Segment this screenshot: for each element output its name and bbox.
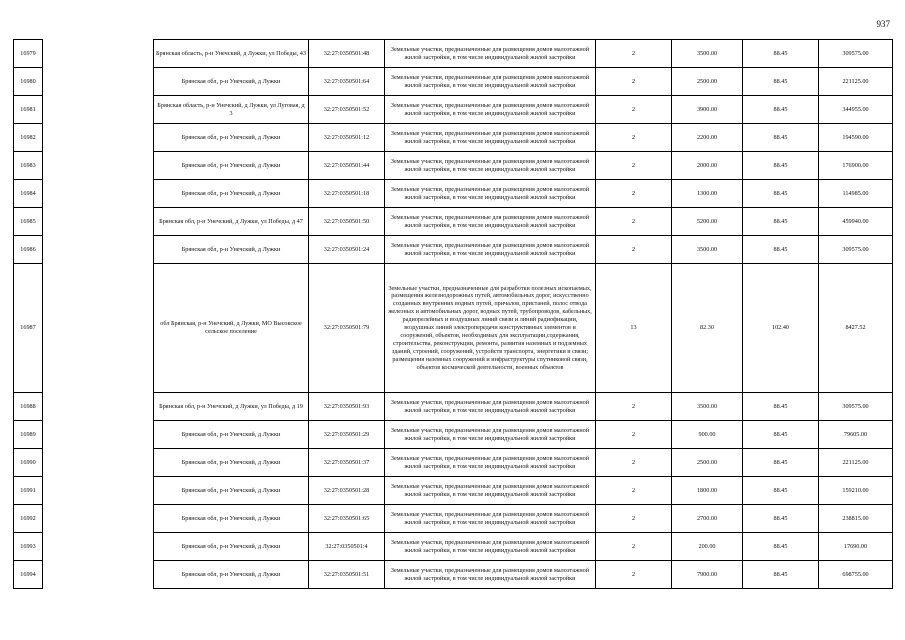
cell-gap xyxy=(43,561,154,589)
cell-cadastral-value: 344955.00 xyxy=(819,96,893,124)
cell-address: Брянская обл, р-н Унечский, д Лужки xyxy=(154,561,309,589)
cell-area: 1300.00 xyxy=(672,180,743,208)
table-row xyxy=(14,236,893,264)
cell-id: 16981 xyxy=(14,96,43,124)
cell-id: 16990 xyxy=(14,449,43,477)
cell-cadastral-number: 32:27:0350501:24 xyxy=(309,236,385,264)
cell-cadastral-number: 32:27:0350501:52 xyxy=(309,96,385,124)
cell-gap xyxy=(43,152,154,180)
cell-gap xyxy=(43,449,154,477)
cell-group: 2 xyxy=(596,68,672,96)
cell-cadastral-value: 459940.00 xyxy=(819,208,893,236)
cell-land-use: Земельные участки, предназначенные для размещения домов малоэтажной жилой застройки, в том числе индивидуальной жилой застройки xyxy=(385,208,596,236)
cell-area: 2700.00 xyxy=(672,505,743,533)
cell-specific-value: 88.45 xyxy=(743,208,819,236)
cell-address: Брянская обл, р-н Унечский, д Лужки xyxy=(154,505,309,533)
page-number: 937 xyxy=(876,19,890,29)
cell-address: Брянская обл, р-н Унечский, д Лужки xyxy=(154,533,309,561)
cell-cadastral-number: 32:27:0350501:29 xyxy=(309,421,385,449)
cell-group: 2 xyxy=(596,96,672,124)
table-row xyxy=(14,561,893,589)
cell-group: 2 xyxy=(596,393,672,421)
table-row xyxy=(14,96,893,124)
table-row xyxy=(14,505,893,533)
table-row xyxy=(14,449,893,477)
cell-group: 2 xyxy=(596,477,672,505)
cell-cadastral-value: 8427.52 xyxy=(819,264,893,393)
cell-specific-value: 102.40 xyxy=(743,264,819,393)
cell-group: 2 xyxy=(596,208,672,236)
cell-cadastral-number: 32:27:0350501:12 xyxy=(309,124,385,152)
cell-land-use: Земельные участки, предназначенные для разработки полезных ископаемых, размещения железнодорожных путей, автомобильных дорог, искусственно созданных внутренних водных путей, причалов, пристаней, полос отвода железных и автомобильных дорог, водных путей, трубопроводов, кабельных, радиорелейных и воздушных линий связи и линий радиофикации, воздушных линий электропередачи конструктивных элементов и сооружений, объектов, необходимых для эксплуатации,содержания, строительства, реконструкции, ремонта, развития наземных и подземных зданий, строений, сооружений, устройств транспорта, энергетики и связи; размещения наземных сооружений и инфраструктуры спутниковой связи, объектов космической деятельности, военных объектов xyxy=(385,264,596,393)
cell-gap xyxy=(43,68,154,96)
table-row xyxy=(14,393,893,421)
cell-gap xyxy=(43,421,154,449)
cell-land-use: Земельные участки, предназначенные для размещения домов малоэтажной жилой застройки, в том числе индивидуальной жилой застройки xyxy=(385,421,596,449)
cell-land-use: Земельные участки, предназначенные для размещения домов малоэтажной жилой застройки, в том числе индивидуальной жилой застройки xyxy=(385,393,596,421)
cell-cadastral-value: 698755.00 xyxy=(819,561,893,589)
cell-land-use: Земельные участки, предназначенные для размещения домов малоэтажной жилой застройки, в том числе индивидуальной жилой застройки xyxy=(385,561,596,589)
cell-group: 2 xyxy=(596,421,672,449)
cell-address: Брянская обл, р-н Унечский, д Лужки xyxy=(154,421,309,449)
cell-cadastral-value: 114985.00 xyxy=(819,180,893,208)
cell-gap xyxy=(43,124,154,152)
cell-specific-value: 88.45 xyxy=(743,152,819,180)
cell-cadastral-value: 309575.00 xyxy=(819,236,893,264)
cell-area: 2200.00 xyxy=(672,124,743,152)
cell-cadastral-number: 32:27:0350501:51 xyxy=(309,561,385,589)
cell-id: 16992 xyxy=(14,505,43,533)
cell-area: 2000.00 xyxy=(672,152,743,180)
cell-specific-value: 88.45 xyxy=(743,505,819,533)
cell-cadastral-value: 309575.00 xyxy=(819,393,893,421)
cell-area: 82.30 xyxy=(672,264,743,393)
cell-id: 16982 xyxy=(14,124,43,152)
cell-cadastral-value: 159210.00 xyxy=(819,477,893,505)
cell-area: 2500.00 xyxy=(672,68,743,96)
cell-id: 16986 xyxy=(14,236,43,264)
cell-group: 2 xyxy=(596,449,672,477)
cell-id: 16988 xyxy=(14,393,43,421)
cell-group: 13 xyxy=(596,264,672,393)
cell-id: 16984 xyxy=(14,180,43,208)
cell-gap xyxy=(43,477,154,505)
cell-specific-value: 88.45 xyxy=(743,393,819,421)
cell-land-use: Земельные участки, предназначенные для размещения домов малоэтажной жилой застройки, в том числе индивидуальной жилой застройки xyxy=(385,152,596,180)
cell-cadastral-value: 194590.00 xyxy=(819,124,893,152)
cell-cadastral-value: 17690.00 xyxy=(819,533,893,561)
cell-cadastral-number: 32:27:0350501:18 xyxy=(309,180,385,208)
cell-address: Брянская обл, р-н Унечский, д Лужки xyxy=(154,180,309,208)
cell-area: 3500.00 xyxy=(672,236,743,264)
cell-cadastral-value: 238815.00 xyxy=(819,505,893,533)
cell-gap xyxy=(43,505,154,533)
cell-id: 16979 xyxy=(14,40,43,68)
table-row xyxy=(14,421,893,449)
cell-land-use: Земельные участки, предназначенные для размещения домов малоэтажной жилой застройки, в том числе индивидуальной жилой застройки xyxy=(385,40,596,68)
table-row xyxy=(14,533,893,561)
cell-address: Брянская обл, р-н Унечский, д Лужки xyxy=(154,124,309,152)
cell-id: 16991 xyxy=(14,477,43,505)
cell-land-use: Земельные участки, предназначенные для размещения домов малоэтажной жилой застройки, в том числе индивидуальной жилой застройки xyxy=(385,180,596,208)
cell-id: 16993 xyxy=(14,533,43,561)
cell-id: 16994 xyxy=(14,561,43,589)
cell-area: 7900.00 xyxy=(672,561,743,589)
cell-id: 16985 xyxy=(14,208,43,236)
cell-specific-value: 88.45 xyxy=(743,68,819,96)
table-row xyxy=(14,40,893,68)
cell-cadastral-number: 32:27:0350501:44 xyxy=(309,152,385,180)
cell-id: 16989 xyxy=(14,421,43,449)
cell-address: Брянская обл, р-н Унечский, д Лужки xyxy=(154,449,309,477)
cell-address: Брянская обл, р-н Унечский, д Лужки xyxy=(154,152,309,180)
cell-group: 2 xyxy=(596,152,672,180)
table-row xyxy=(14,264,893,393)
table-row xyxy=(14,180,893,208)
cell-cadastral-number: 32:27:0350501:48 xyxy=(309,40,385,68)
cell-specific-value: 88.45 xyxy=(743,236,819,264)
cell-address: Брянская обл, р-н Унечский, д Лужки xyxy=(154,477,309,505)
cell-cadastral-value: 221125.00 xyxy=(819,449,893,477)
cell-address: Брянская обл, р-н Унечский, д Лужки, ул Победы, д 19 xyxy=(154,393,309,421)
cell-address: Брянская обл, р-н Унечский, д Лужки, ул Победы, д 47 xyxy=(154,208,309,236)
cell-area: 2500.00 xyxy=(672,449,743,477)
cell-group: 2 xyxy=(596,124,672,152)
cell-address: Брянская обл, р-н Унечский, д Лужки xyxy=(154,68,309,96)
cell-area: 3500.00 xyxy=(672,393,743,421)
cell-specific-value: 88.45 xyxy=(743,561,819,589)
cell-specific-value: 88.45 xyxy=(743,96,819,124)
table-row xyxy=(14,152,893,180)
table-row xyxy=(14,477,893,505)
cell-address: Брянская обл, р-н Унечский, д Лужки xyxy=(154,236,309,264)
cell-gap xyxy=(43,208,154,236)
table-row xyxy=(14,68,893,96)
cell-id: 16987 xyxy=(14,264,43,393)
cell-id: 16980 xyxy=(14,68,43,96)
cell-address: Брянская область, р-н Унечский, д Лужки, ул Победы, 43 xyxy=(154,40,309,68)
cell-cadastral-value: 79605.00 xyxy=(819,421,893,449)
cell-cadastral-number: 32:27:0350501:64 xyxy=(309,68,385,96)
cell-group: 2 xyxy=(596,561,672,589)
cell-specific-value: 88.45 xyxy=(743,421,819,449)
cell-cadastral-number: 32:27:0350501:79 xyxy=(309,264,385,393)
cell-cadastral-value: 309575.00 xyxy=(819,40,893,68)
cell-area: 900.00 xyxy=(672,421,743,449)
cell-address: обл Брянская, р-н Унечский, д Лужки, МО Высокское сельское поселение xyxy=(154,264,309,393)
cell-cadastral-number: 32:27:0350501:65 xyxy=(309,505,385,533)
cell-gap xyxy=(43,180,154,208)
cell-group: 2 xyxy=(596,180,672,208)
cell-land-use: Земельные участки, предназначенные для размещения домов малоэтажной жилой застройки, в том числе индивидуальной жилой застройки xyxy=(385,477,596,505)
cell-area: 1800.00 xyxy=(672,477,743,505)
cell-gap xyxy=(43,236,154,264)
cell-area: 200.00 xyxy=(672,533,743,561)
cell-gap xyxy=(43,40,154,68)
cell-address: Брянская область, р-н Унечский, д Лужки, ул Луговая, д 3 xyxy=(154,96,309,124)
cell-gap xyxy=(43,533,154,561)
cell-gap xyxy=(43,96,154,124)
table-row xyxy=(14,208,893,236)
cell-specific-value: 88.45 xyxy=(743,477,819,505)
cell-land-use: Земельные участки, предназначенные для размещения домов малоэтажной жилой застройки, в том числе индивидуальной жилой застройки xyxy=(385,449,596,477)
cell-specific-value: 88.45 xyxy=(743,124,819,152)
cell-specific-value: 88.45 xyxy=(743,533,819,561)
cell-land-use: Земельные участки, предназначенные для размещения домов малоэтажной жилой застройки, в том числе индивидуальной жилой застройки xyxy=(385,68,596,96)
cell-land-use: Земельные участки, предназначенные для размещения домов малоэтажной жилой застройки, в том числе индивидуальной жилой застройки xyxy=(385,96,596,124)
cell-specific-value: 88.45 xyxy=(743,449,819,477)
cadastral-value-table xyxy=(13,39,893,589)
cell-group: 2 xyxy=(596,533,672,561)
cell-cadastral-number: 32:27:0350501:28 xyxy=(309,477,385,505)
cell-cadastral-number: 32:27:0350501:4 xyxy=(309,533,385,561)
cell-land-use: Земельные участки, предназначенные для размещения домов малоэтажной жилой застройки, в том числе индивидуальной жилой застройки xyxy=(385,124,596,152)
cell-land-use: Земельные участки, предназначенные для размещения домов малоэтажной жилой застройки, в том числе индивидуальной жилой застройки xyxy=(385,236,596,264)
cell-cadastral-number: 32:27:0350501:37 xyxy=(309,449,385,477)
cell-land-use: Земельные участки, предназначенные для размещения домов малоэтажной жилой застройки, в том числе индивидуальной жилой застройки xyxy=(385,533,596,561)
cell-group: 2 xyxy=(596,236,672,264)
cell-group: 2 xyxy=(596,505,672,533)
cell-gap xyxy=(43,264,154,393)
table-row xyxy=(14,124,893,152)
cell-area: 3900.00 xyxy=(672,96,743,124)
cell-specific-value: 88.45 xyxy=(743,40,819,68)
cell-cadastral-value: 176900.00 xyxy=(819,152,893,180)
cell-specific-value: 88.45 xyxy=(743,180,819,208)
cell-area: 5200.00 xyxy=(672,208,743,236)
cell-land-use: Земельные участки, предназначенные для размещения домов малоэтажной жилой застройки, в том числе индивидуальной жилой застройки xyxy=(385,505,596,533)
cell-cadastral-number: 32:27:0350501:93 xyxy=(309,393,385,421)
cell-group: 2 xyxy=(596,40,672,68)
cell-area: 3500.00 xyxy=(672,40,743,68)
cell-gap xyxy=(43,393,154,421)
cell-cadastral-value: 221125.00 xyxy=(819,68,893,96)
cell-cadastral-number: 32:27:0350501:50 xyxy=(309,208,385,236)
cell-id: 16983 xyxy=(14,152,43,180)
